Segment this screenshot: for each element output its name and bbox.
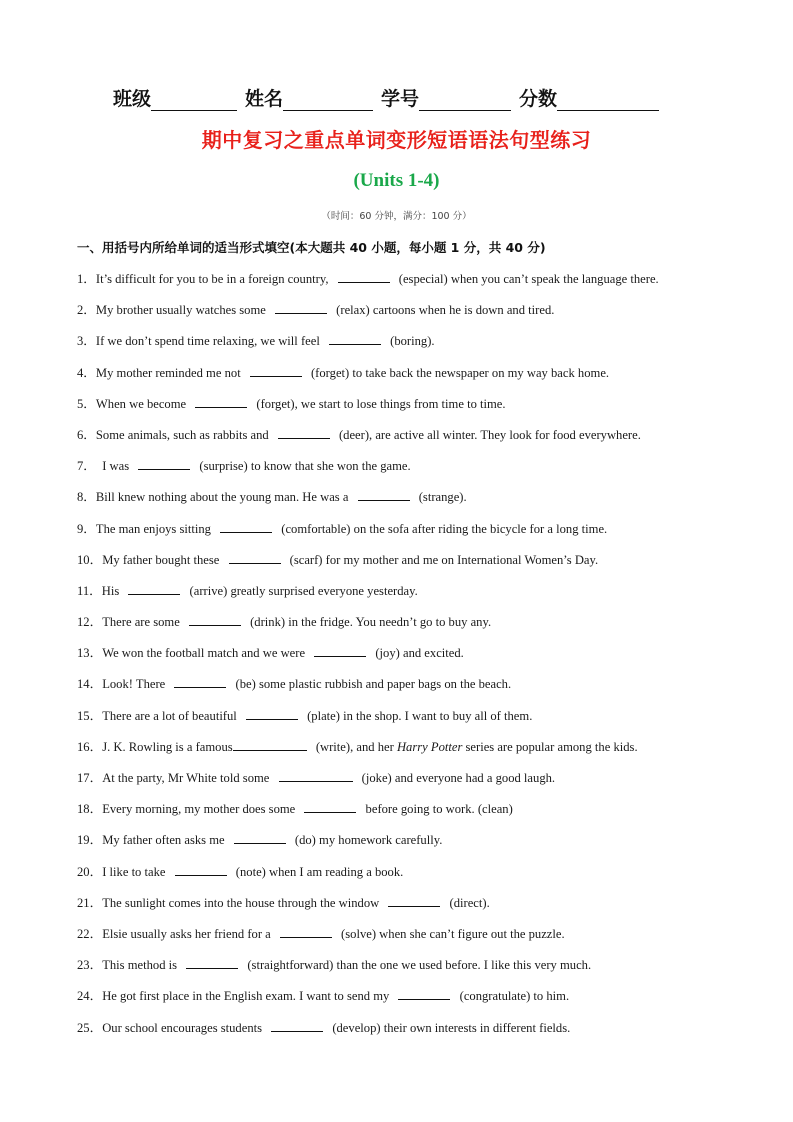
answer-blank[interactable] [175, 863, 227, 876]
answer-blank[interactable] [388, 894, 440, 907]
question-number: 19． [77, 833, 103, 848]
question-text-before: My father bought these [102, 552, 223, 567]
answer-blank[interactable] [280, 925, 332, 938]
question-number: 24． [77, 989, 103, 1004]
question-text-after: (straightforward) than the one we used before. I like this very much. [244, 958, 592, 973]
question-number: 9． [77, 521, 96, 536]
worksheet-title: 期中复习之重点单词变形短语语法句型练习 [201, 128, 592, 152]
answer-blank[interactable] [195, 395, 247, 408]
question-text-after: (forget) to take back the newspaper on my way back home. [307, 365, 610, 380]
question-text-before: The sunlight comes into the house through the window [102, 895, 383, 910]
question-item [77, 825, 737, 856]
question-number: 20． [77, 864, 103, 879]
question-text-before: I like to take [102, 864, 169, 879]
answer-blank[interactable] [189, 613, 241, 626]
answer-blank[interactable] [314, 644, 366, 657]
question-number: 22． [77, 926, 103, 941]
question-text-after: (do) my homework carefully. [291, 833, 443, 848]
answer-blank[interactable] [329, 332, 381, 345]
question-item [77, 950, 737, 981]
question-text-before: If we don’t spend time relaxing, we will feel [95, 334, 323, 349]
question-number: 4． [77, 365, 96, 380]
question-text-before: I was [95, 459, 133, 474]
question-number: 5． [77, 396, 96, 411]
class-label: 班级 [113, 88, 152, 110]
question-item [77, 732, 737, 763]
question-number: 12． [77, 615, 103, 630]
question-item [77, 420, 737, 451]
question-text-before: There are a lot of beautiful [102, 708, 240, 723]
question-number: 25． [77, 1020, 103, 1035]
answer-blank[interactable] [233, 738, 307, 751]
question-text-after: series are popular among the kids. [462, 739, 638, 754]
question-item [77, 888, 737, 919]
question-number: 3． [77, 334, 96, 349]
question-text-before: Elsie usually asks her friend for a [102, 926, 274, 941]
question-text-after: (plate) in the shop. I want to buy all of them. [303, 708, 533, 723]
answer-blank[interactable] [279, 769, 353, 782]
question-item [77, 638, 737, 669]
question-number: 14． [77, 677, 103, 692]
question-text-after: (develop) their own interests in different fields. [329, 1020, 571, 1035]
question-item [77, 607, 737, 638]
question-text-after: (write), and her [312, 739, 397, 754]
question-item [77, 576, 737, 607]
answer-blank[interactable] [186, 956, 238, 969]
question-text-after: (be) some plastic rubbish and paper bags on the beach. [232, 677, 512, 692]
question-text-after: (relax) cartoons when he is down and tired. [333, 303, 555, 318]
answer-blank[interactable] [358, 488, 410, 501]
question-text-after: (boring). [386, 334, 435, 349]
question-item [77, 981, 737, 1012]
question-text-before: Look! There [102, 677, 169, 692]
question-text-after: (direct). [446, 895, 490, 910]
question-text-before: My brother usually watches some [95, 303, 270, 318]
answer-blank[interactable] [275, 301, 327, 314]
question-text-after: (drink) in the fridge. You needn’t go to buy any. [246, 615, 492, 630]
name-blank[interactable] [283, 92, 373, 111]
answer-blank[interactable] [250, 364, 302, 377]
question-list [77, 264, 737, 1044]
answer-blank[interactable] [138, 457, 190, 470]
question-text-before: We won the football match and we were [102, 646, 309, 661]
question-item [77, 326, 737, 357]
time-score-note: （时间：60 分钟，满分：100 分） [321, 211, 472, 222]
question-item [77, 794, 737, 825]
answer-blank[interactable] [271, 1019, 323, 1032]
question-number: 13． [77, 646, 103, 661]
question-text-before: Bill knew nothing about the young man. He was a [95, 490, 352, 505]
units-subtitle: (Units 1-4) [353, 170, 440, 191]
question-text-after: (note) when I am reading a book. [232, 864, 404, 879]
question-text-before: This method is [102, 958, 181, 973]
question-text-after: (especial) when you can’t speak the language there. [395, 272, 659, 286]
question-text-after: (congratulate) to him. [456, 989, 570, 1004]
question-text-after: (scarf) for my mother and me on International Women’s Day. [286, 552, 599, 567]
student-id-blank[interactable] [419, 92, 511, 111]
question-item [77, 669, 737, 700]
answer-blank[interactable] [246, 707, 298, 720]
italic-title: Harry Potter [396, 739, 463, 754]
question-text-before: His [101, 583, 123, 598]
question-number: 10． [77, 552, 103, 567]
question-text-after: (comfortable) on the sofa after riding the bicycle for a long time. [278, 521, 608, 536]
question-text-before: The man enjoys sitting [95, 521, 215, 536]
question-item [77, 514, 737, 545]
question-text-before: It’s difficult for you to be in a foreign country, [95, 272, 332, 286]
question-number: 21． [77, 895, 103, 910]
answer-blank[interactable] [128, 582, 180, 595]
question-number: 18． [77, 802, 103, 817]
question-text-before: There are some [102, 615, 183, 630]
question-number: 15． [77, 708, 103, 723]
question-text-after: (strange). [415, 490, 467, 505]
question-text-before: At the party, Mr White told some [102, 771, 273, 785]
answer-blank[interactable] [229, 551, 281, 564]
question-text-before: J. K. Rowling is a famous [102, 739, 233, 754]
question-item [77, 295, 737, 326]
question-number: 6． [77, 427, 96, 442]
question-text-after: before going to work. (clean) [362, 802, 513, 817]
question-item [77, 701, 737, 732]
answer-blank[interactable] [220, 520, 272, 533]
question-item [77, 451, 737, 482]
question-item [77, 545, 737, 576]
question-number: 16． [77, 739, 103, 754]
score-label: 分数 [519, 88, 558, 110]
student-id-label: 学号 [381, 88, 420, 110]
answer-blank[interactable] [234, 831, 286, 844]
question-item [77, 919, 737, 950]
question-text-before: When we become [95, 396, 190, 411]
question-item [77, 763, 737, 794]
question-text-before: Some animals, such as rabbits and [95, 427, 272, 442]
question-item [77, 264, 737, 295]
question-text-before: Every morning, my mother does some [102, 802, 299, 817]
question-number: 17． [77, 771, 103, 785]
question-item [77, 857, 737, 888]
question-number: 8． [77, 490, 96, 505]
answer-blank[interactable] [174, 675, 226, 688]
question-text-before: Our school encourages students [102, 1020, 266, 1035]
question-text-after: (joke) and everyone had a good laugh. [358, 771, 556, 785]
answer-blank[interactable] [304, 800, 356, 813]
section-heading: 一、用括号内所给单词的适当形式填空(本大题共 40 小题，每小题 1 分，共 40 分) [77, 240, 546, 255]
student-info-line [113, 84, 673, 111]
question-number: 11． [77, 583, 102, 598]
question-text-before: He got first place in the English exam. I want to send my [102, 989, 393, 1004]
question-text-before: My father often asks me [102, 833, 228, 848]
question-item [77, 358, 737, 389]
question-text-after: (solve) when she can’t figure out the puzzle. [337, 926, 565, 941]
question-text-before: My mother reminded me not [95, 365, 244, 380]
question-number: 1． [77, 272, 96, 286]
name-label: 姓名 [245, 88, 284, 110]
question-item [77, 389, 737, 420]
class-blank[interactable] [151, 92, 237, 111]
question-text-after: (arrive) greatly surprised everyone yesterday. [186, 583, 418, 598]
answer-blank[interactable] [278, 426, 330, 439]
answer-blank[interactable] [398, 987, 450, 1000]
question-item [77, 482, 737, 513]
answer-blank[interactable] [338, 270, 390, 283]
score-blank[interactable] [557, 92, 659, 111]
question-item [77, 1013, 737, 1044]
question-text-after: (surprise) to know that she won the game. [196, 459, 411, 474]
question-text-after: (forget), we start to lose things from time to time. [253, 396, 506, 411]
question-number: 7． [77, 459, 96, 474]
question-text-after: (deer), are active all winter. They look for food everywhere. [335, 427, 641, 442]
question-number: 2． [77, 303, 96, 318]
question-number: 23． [77, 958, 103, 973]
question-text-after: (joy) and excited. [372, 646, 464, 661]
